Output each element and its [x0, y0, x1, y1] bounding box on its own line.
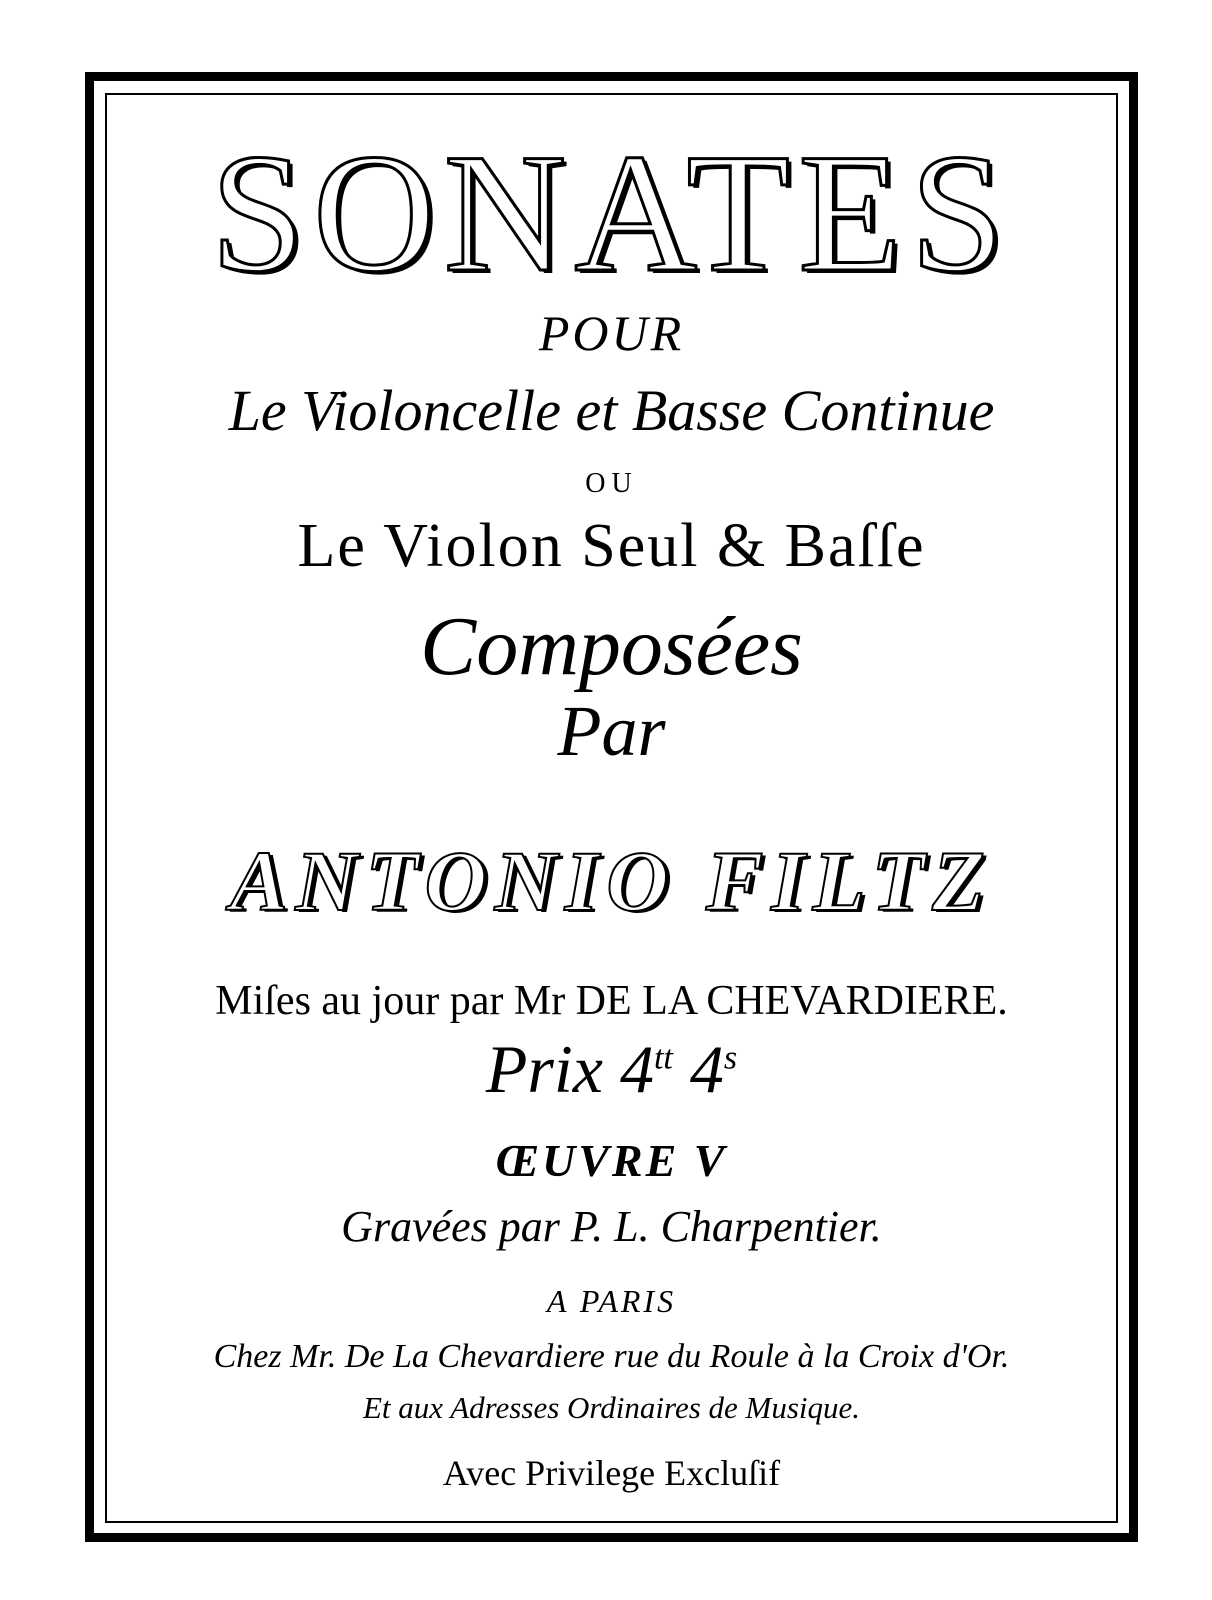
privilege-line: Avec Privilege Excluſif [442, 1453, 781, 1493]
ou-text: OU [585, 468, 638, 499]
par-text: Par [557, 691, 666, 771]
publisher-line: Miſes au jour par Mr DE LA CHEVARDIERE. [215, 978, 1008, 1024]
composer-name: ANTONIO FILTZ [230, 833, 993, 929]
price [105, 1031, 1118, 1107]
page-title: SONATES [210, 119, 1013, 307]
composees-text: Composées [420, 600, 803, 693]
opus-number: ŒUVRE V [495, 1135, 728, 1186]
pour-text: POUR [538, 305, 685, 361]
price-livres: tt [653, 1039, 673, 1077]
alt-instrument-line: Le Violon Seul & Baſſe [297, 512, 926, 580]
price-label: Prix 4 [485, 1031, 654, 1107]
price-sous-abbr: s [723, 1039, 738, 1077]
price-sous: 4 [672, 1031, 724, 1107]
address-line: Chez Mr. De La Chevardiere rue du Roule à la Croix d'Or. [213, 1338, 1010, 1375]
instrument-line: Le Violoncelle et Basse Continue [228, 378, 995, 443]
addresses-line: Et aux Adresses Ordinaires de Musique. [362, 1390, 861, 1425]
city: A PARIS [546, 1283, 677, 1319]
engraver-line: Gravées par P. L. Charpentier. [341, 1202, 882, 1251]
